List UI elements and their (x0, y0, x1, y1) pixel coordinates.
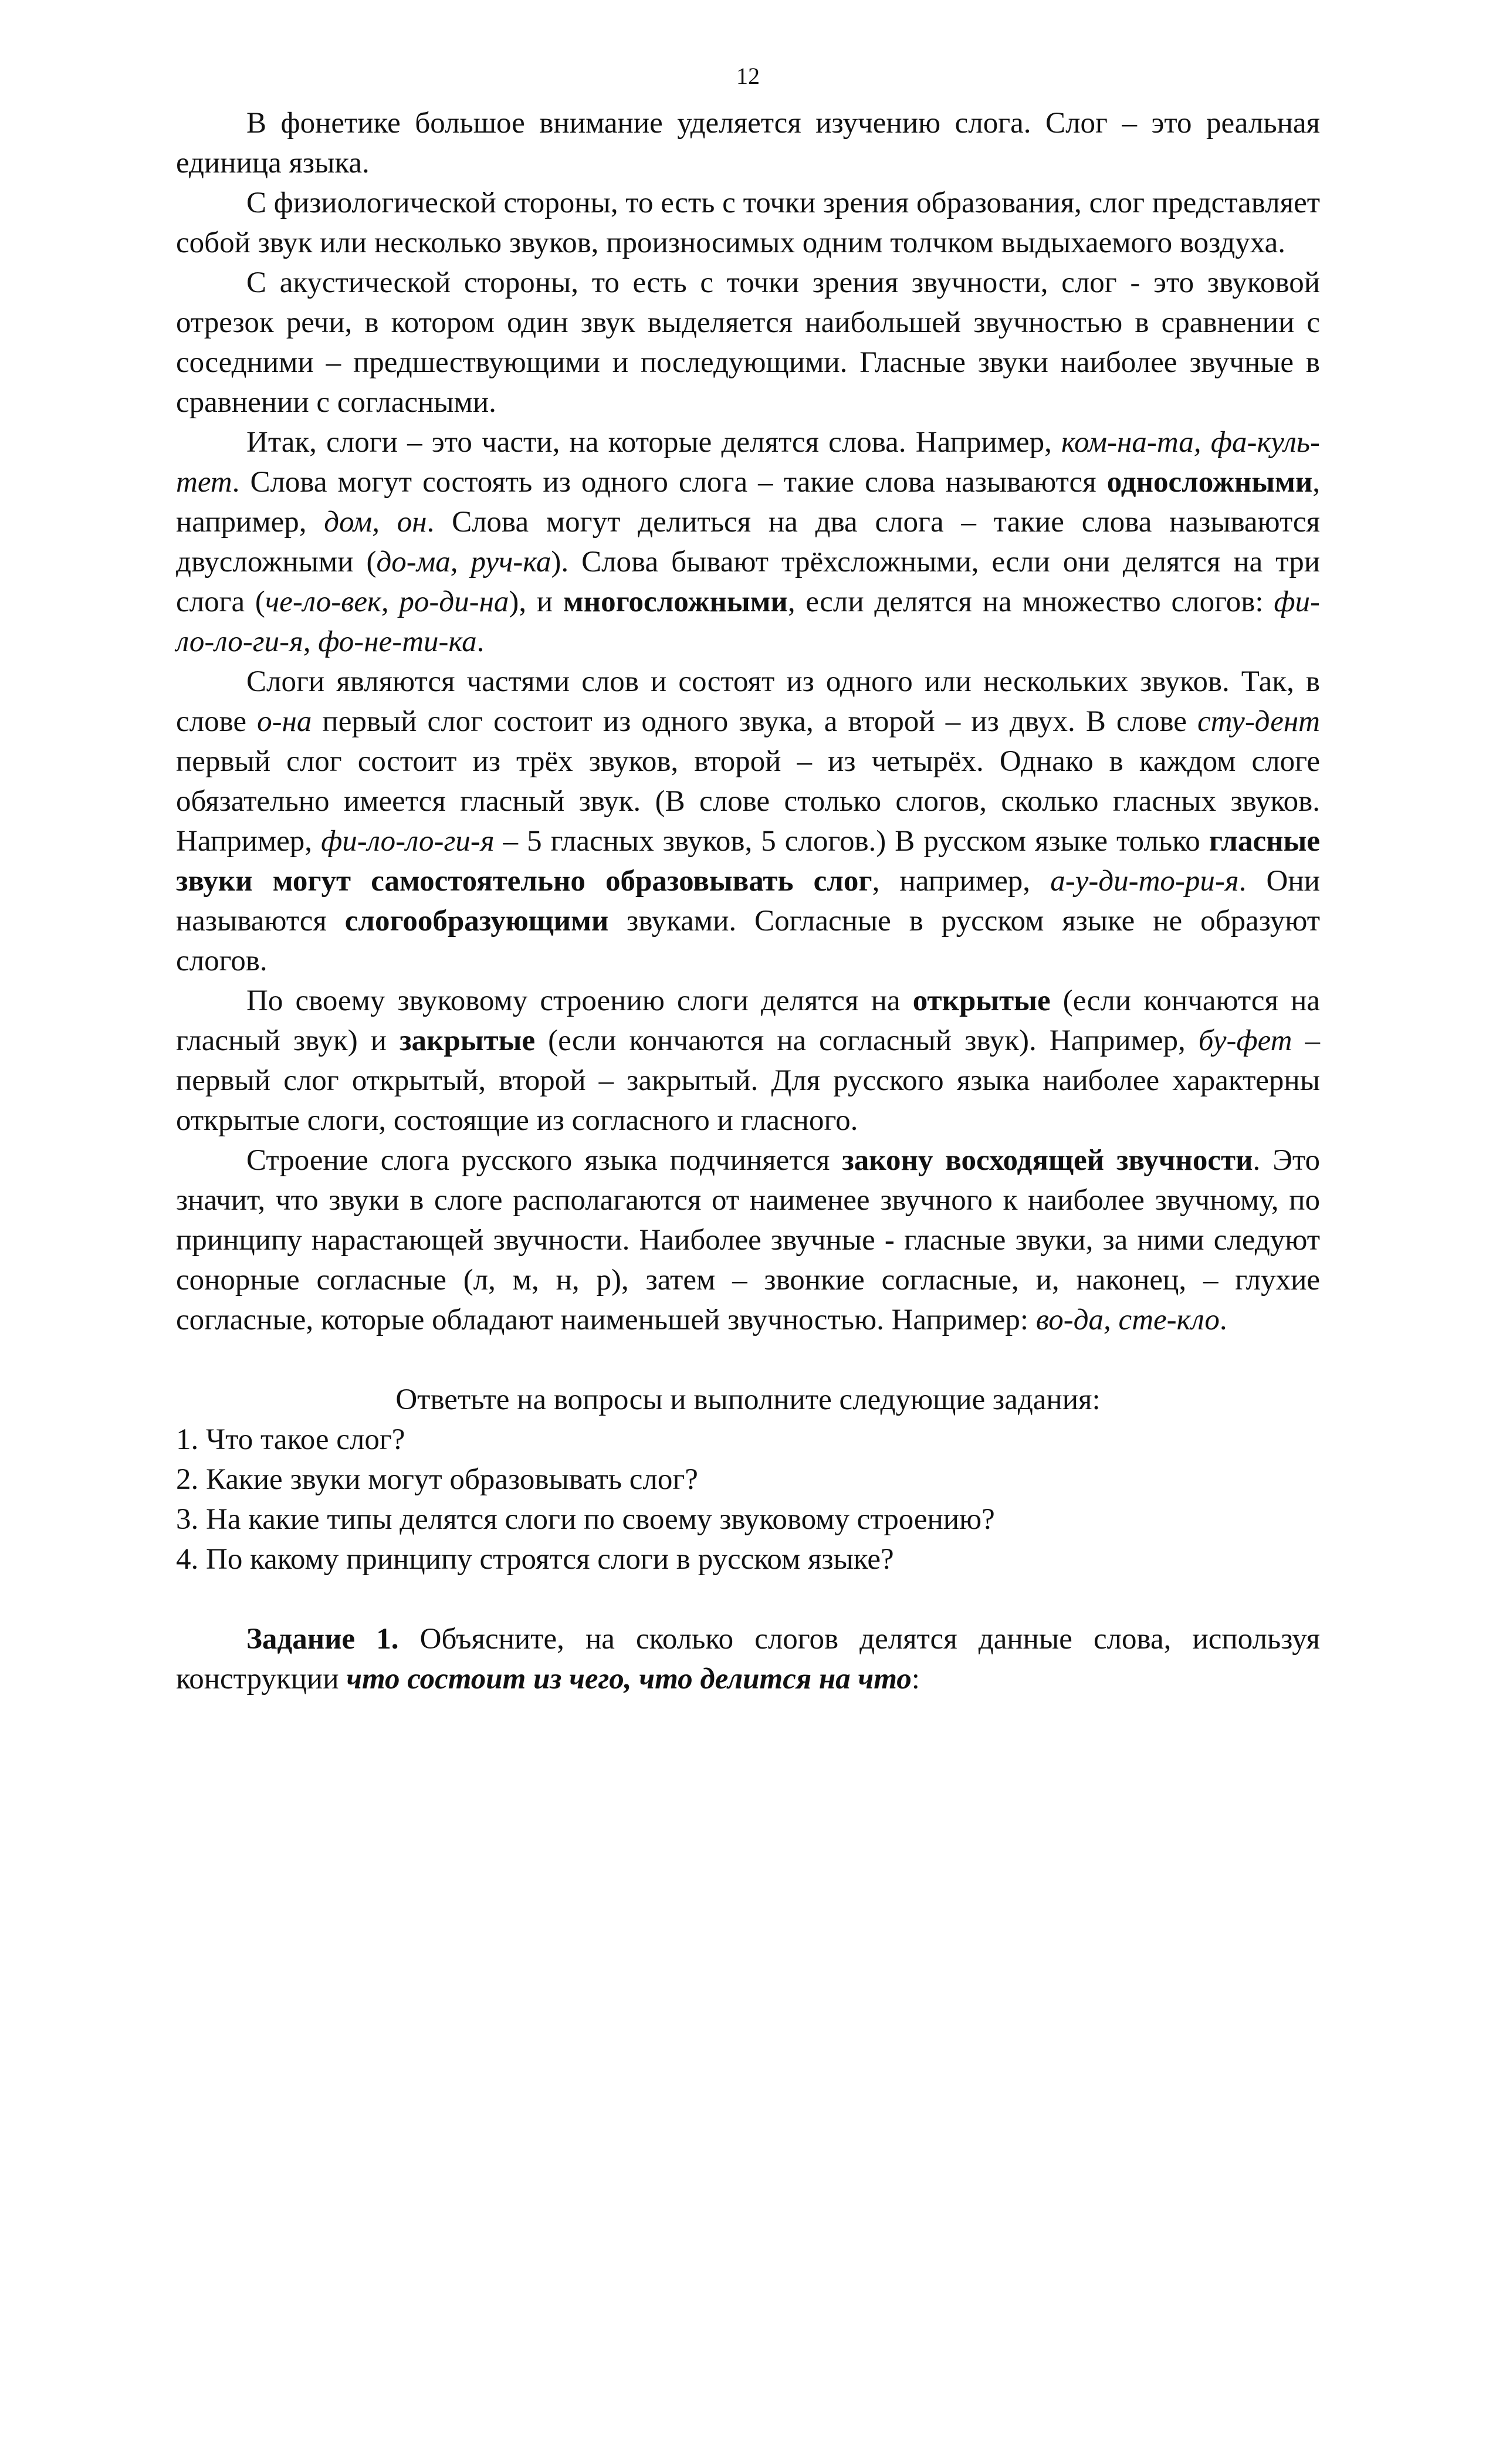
text-run: Строение слога русского языка подчиняется (246, 1144, 842, 1177)
text-run: ), и (509, 585, 563, 618)
paragraph (176, 183, 1320, 263)
task-1 (176, 1619, 1320, 1699)
body-text (176, 103, 1320, 1340)
text-run: , например, (176, 466, 1320, 539)
question-item: 2. Какие звуки могут образовывать слог? (176, 1463, 698, 1496)
bold-term: слогообразующими (344, 905, 609, 937)
text-run: – первый слог открытый, второй – закрытый. Для русского языка наиболее характерны открытые слоги, состоящие из согласного и гласного. (176, 1024, 1320, 1137)
paragraph (176, 103, 1320, 183)
bold-term: закрытые (400, 1024, 536, 1057)
paragraph (176, 981, 1320, 1140)
text-run: первый слог состоит из одного звука, а второй – из двух. В слове (312, 705, 1197, 738)
text-run: Объясните, на сколько слогов делятся данные слова, используя конструкции (176, 1623, 1320, 1695)
text-run: , например, (872, 865, 1051, 898)
text-run: В фонетике большое внимание уделяется изучению слога. Слог – это реальная единица языка. (176, 107, 1320, 180)
text-run: , если делятся на множество слогов: (787, 585, 1274, 618)
question-item: 4. По какому принципу строятся слоги в русском языке? (176, 1543, 894, 1576)
bold-term: гласные звуки могут самостоятельно образовывать слог (176, 825, 1320, 898)
text-run: . (476, 625, 485, 658)
document-page (176, 65, 1320, 1699)
text-run: первый слог состоит из трёх звуков, второй – из четырёх. Однако в каждом слоге обязательно имеется гласный звук. (В слове столько слогов, сколько гласных звуков. Например, (176, 745, 1320, 858)
paragraph (176, 263, 1320, 422)
construction-phrase: что состоит из чего, что делится на что (346, 1663, 912, 1695)
bold-term: Задание 1. (246, 1623, 399, 1656)
paragraph (176, 422, 1320, 662)
bold-term: открытые (912, 984, 1051, 1017)
text-run: (если кончаются на согласный звук). Например, (535, 1024, 1199, 1057)
text-run: – 5 гласных звуков, 5 слогов.) В русском языке только (494, 825, 1209, 858)
paragraph (176, 1140, 1320, 1340)
text-run: По своему звуковому строению слоги делятся на (246, 984, 913, 1017)
text-run: Итак, слоги – это части, на которые делятся слова. Например, (246, 426, 1062, 459)
example-words: фи-ло-ло-ги-я (321, 825, 495, 858)
example-words: во-да, сте-кло (1035, 1304, 1220, 1336)
text-run: С физиологической стороны, то есть с точки зрения образования, слог представляет собой звук или несколько звуков, произносимых одним толчком выдыхаемого воздуха. (176, 187, 1320, 259)
text-run: . Это значит, что звуки в слоге располагаются от наименее звучного к наиболее звучному, по принципу нарастающей звучности. Наиболее звучные - гласные звуки, за ними следуют сонорные согласные (л, м, н, р), затем – звонкие согласные, и, наконец, – глухие согласные, которые обладают наименьшей звучностью. Например: (176, 1144, 1320, 1336)
text-run: . Слова могут состоять из одного слога – такие слова называются (232, 466, 1107, 499)
text-run: звуками. Согласные в русском языке не образуют слогов. (176, 905, 1320, 977)
bold-term: закону восходящей звучности (842, 1144, 1253, 1177)
text-run: С акустической стороны, то есть с точки зрения звучности, слог - это звуковой отрезок речи, в котором один звук выделяется наибольшей звучностью в сравнении с соседними – предшествующими и последующими. Гласные звуки наиболее звучные в сравнении с согласными. (176, 266, 1320, 419)
bold-term: многосложными (563, 585, 788, 618)
question-item: 1. Что такое слог? (176, 1423, 405, 1456)
example-words: дом, он (324, 506, 427, 539)
questions-title: Ответьте на вопросы и выполните следующие задания: (395, 1383, 1101, 1416)
text-run: ). Слова бывают трёхсложными, если они делятся на три слога ( (176, 546, 1320, 618)
questions-section (176, 1380, 1320, 1579)
example-words: о-на (257, 705, 312, 738)
bold-term: односложными (1106, 466, 1313, 499)
example-words: ком-на-та, фа-куль-тет (176, 426, 1321, 499)
question-item: 3. На какие типы делятся слоги по своему звуковому строению? (176, 1503, 995, 1536)
example-words: фи-ло-ло-ги-я, фо-не-ти-ка (176, 585, 1321, 658)
text-run: . Они называются (176, 865, 1320, 937)
example-words: бу-фет (1198, 1024, 1292, 1057)
text-run: (если кончаются на гласный звук) и (176, 984, 1320, 1057)
paragraph (176, 662, 1320, 981)
example-words: сту-дент (1197, 705, 1320, 738)
example-words: че-ло-век, ро-ди-на (265, 585, 509, 618)
page-number: 12 (736, 63, 760, 89)
example-words: а-у-ди-то-ри-я (1050, 865, 1239, 898)
text-run: . (1219, 1304, 1227, 1336)
text-run: . Слова могут делиться на два слога – такие слова называются двусложными ( (176, 506, 1320, 578)
text-run: Слоги являются частями слов и состоят из одного или нескольких звуков. Так, в слове (176, 665, 1320, 738)
example-words: до-ма, руч-ка (376, 546, 551, 578)
text-run: : (911, 1663, 920, 1695)
